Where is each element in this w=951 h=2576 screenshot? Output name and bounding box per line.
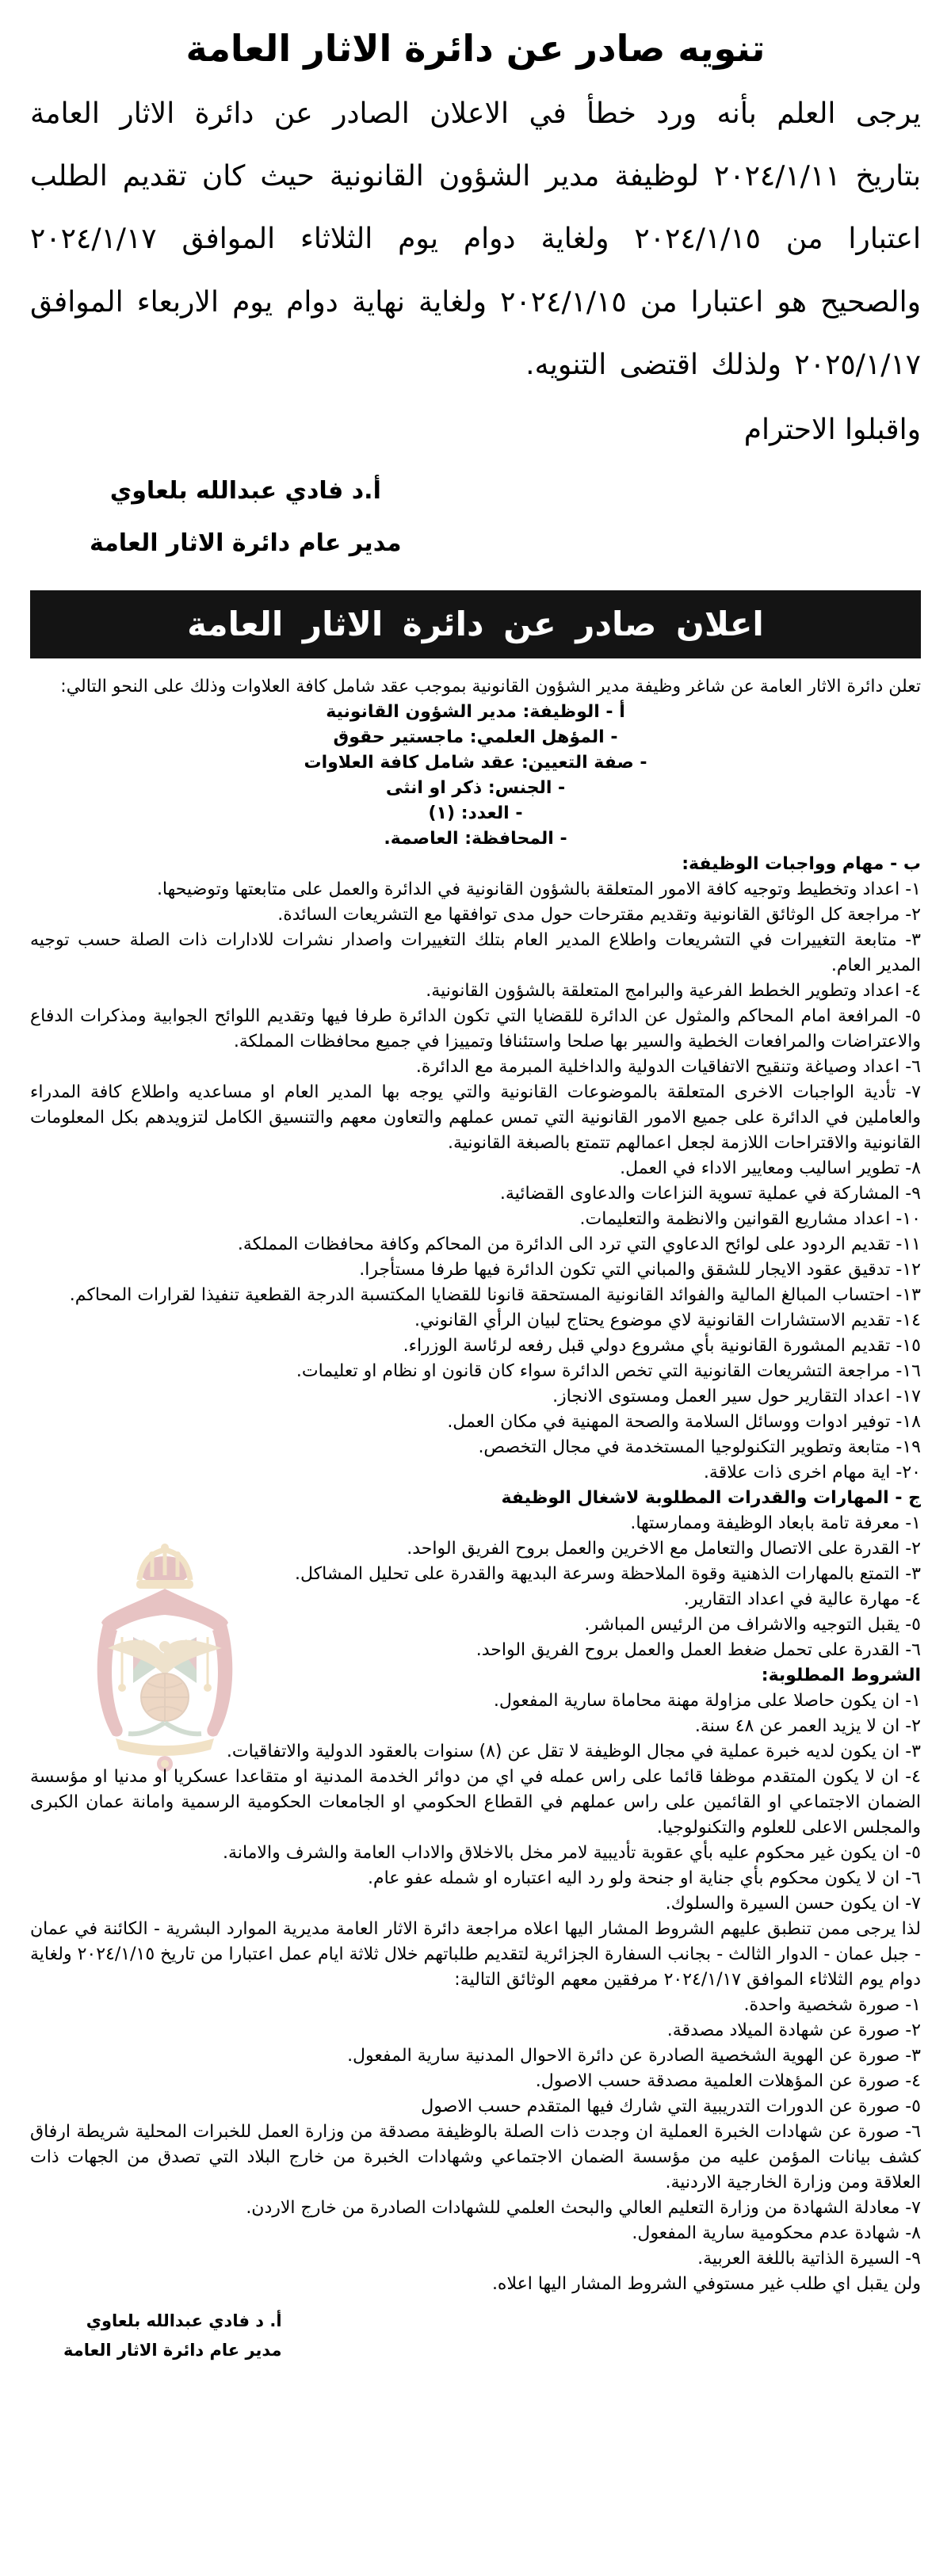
duty-item: ١٤- تقديم الاستشارات القانونية لاي موضوع يحتاج لبيان الرأي القانوني. <box>414 1310 921 1330</box>
job-summary-item: - المؤهل العلمي: ماجستير حقوق <box>333 727 618 747</box>
conditions-list <box>30 1689 921 1917</box>
condition-item: ٦- ان لا يكون محكوم بأي جناية او جنحة ولو رد اليه اعتباره او شمله عفو عام. <box>367 1868 921 1888</box>
announcement-banner: اعلان صادر عن دائرة الاثار العامة <box>30 590 921 658</box>
job-summary-item: - المحافظة: العاصمة. <box>384 828 567 849</box>
duty-item: ١٨- توفير ادوات ووسائل السلامة والصحة المهنية في مكان العمل. <box>447 1411 921 1432</box>
duty-item: ٢٠- اية مهام اخرى ذات علاقة. <box>703 1462 921 1483</box>
document-item: ١- صورة شخصية واحدة. <box>743 1994 921 2015</box>
job-summary-item: - الجنس: ذكر او انثى <box>385 777 566 798</box>
notice-signature-name: أ.د فادي عبدالله بلعاوي <box>109 476 381 505</box>
document-item: ٢- صورة عن شهادة الميلاد مصدقة. <box>666 2020 921 2040</box>
duties-heading: ب - مهام وواجبات الوظيفة: <box>682 853 921 874</box>
duty-item: ٩- المشاركة في عملية تسوية النزاعات والدعاوى القضائية. <box>499 1183 921 1204</box>
announcement-intro: تعلن دائرة الاثار العامة عن شاغر وظيفة مدير الشؤون القانونية بموجب عقد شامل كافة العلاوات وذلك على النحو التالي: <box>60 676 921 696</box>
document-item: ٨- شهادة عدم محكومية سارية المفعول. <box>632 2223 921 2243</box>
notice-title: تنويه صادر عن دائرة الاثار العامة <box>185 27 766 70</box>
duty-item: ٦- اعداد وصياغة وتنقيح الاتفاقيات الدولية والداخلية المبرمة مع الدائرة. <box>415 1056 921 1077</box>
duty-item: ٨- تطوير اساليب ومعايير الاداء في العمل. <box>620 1158 921 1178</box>
announcement-signature-title: مدير عام دائرة الاثار العامة <box>63 2340 282 2360</box>
skill-item: ٥- يقبل التوجيه والاشراف من الرئيس المباشر. <box>584 1614 921 1635</box>
job-summary-item: - العدد: (١) <box>428 803 523 823</box>
duty-item: ١٣- احتساب المبالغ المالية والفوائد القانونية المستحقة قانونا للقضايا المكتسبة الدرجة القطعية تنفيذا لقرارات المحاكم. <box>69 1284 921 1305</box>
documents-list <box>30 1993 921 2272</box>
duty-item: ٣- متابعة التغييرات في التشريعات واطلاع المدير العام بتلك التغييرات واصدار نشرات للادارات ذات الصلة حسب توجيه المدير العام. <box>30 929 921 975</box>
duty-item: ١١- تقديم الردود على لوائح الدعاوي التي ترد الى الدائرة من المحاكم وكافة محافظات المملكة. <box>237 1234 921 1254</box>
duties-list <box>30 877 921 1486</box>
notice-signature-block <box>90 465 402 570</box>
skill-item: ٢- القدرة على الاتصال والتعامل مع الاخرين والعمل بروح الفريق الواحد. <box>407 1538 921 1559</box>
duty-item: ٧- تأدية الواجبات الاخرى المتعلقة بالموضوعات القانونية والتي يوجه بها المدير العام او مساعديه واطلاع كافة المدراء والعاملين في الدائرة على جميع الامور القانونية التي تمس عملهم والتعاون معهم والتنسيق الكامل لتزويدهم بكل المعلومات القانونية والاقتراحات اللازمة لجعل اعمالهم تتمتع بالصبغة القانونية. <box>30 1082 921 1153</box>
document-item: ٣- صورة عن الهوية الشخصية الصادرة عن دائرة الاحوال المدنية سارية المفعول. <box>347 2045 921 2066</box>
duty-item: ١- اعداد وتخطيط وتوجيه كافة الامور المتعلقة بالشؤون القانونية في الدائرة والعمل على متابعتها وتوضيحها. <box>156 879 921 899</box>
condition-item: ٤- ان لا يكون المتقدم موظفا قائما على راس عمله في اي من دوائر الخدمة المدنية او متقاعدا عسكريا او مدنيا او مؤسسة الضمان الاجتماعي او القائمين على راس عملهم في القطاع الحكومي او الجامعات الحكومية الرسمية وامانة عمان الكبرى والمجلس الاعلى للعلوم والتكنولوجيا. <box>30 1766 921 1838</box>
announcement-signature-block <box>63 2307 282 2365</box>
duty-item: ١٦- مراجعة التشريعات القانونية التي تخص الدائرة سواء كان قانون او نظام او تعليمات. <box>296 1361 921 1381</box>
duty-item: ١٠- اعداد مشاريع القوانين والانظمة والتعليمات. <box>579 1208 921 1229</box>
document-item: ٦- صورة عن شهادات الخبرة العملية ان وجدت ذات الصلة بالوظيفة مصدقة من وزارة العمل للخبرات المحلية شريطة ارفاق كشف بيانات المؤمن عليه من مؤسسة الضمان الاجتماعي وشهادات الخبرة من خارج البلاد التي تصدق من الجهات ذات العلاقة ومن وزارة الخارجية الاردنية. <box>30 2121 921 2192</box>
skill-item: ٦- القدرة على تحمل ضغط العمل والعمل بروح الفريق الواحد. <box>476 1639 921 1660</box>
announcement-signature-name: أ. د فادي عبدالله بلعاوي <box>86 2311 282 2330</box>
job-summary-item: أ - الوظيفة: مدير الشؤون القانونية <box>326 701 625 722</box>
condition-item: ١- ان يكون حاصلا على مزاولة مهنة محاماة سارية المفعول. <box>493 1690 921 1711</box>
condition-item: ٢- ان لا يزيد العمر عن ٤٨ سنة. <box>694 1715 921 1736</box>
skill-item: ٤- مهارة عالية في اعداد التقارير. <box>683 1589 921 1609</box>
duty-item: ٤- اعداد وتطوير الخطط الفرعية والبرامج المتعلقة بالشؤون القانونية. <box>426 980 921 1001</box>
document-item: ٧- معادلة الشهادة من وزارة التعليم العالي والبحث العلمي للشهادات الصادرة من خارج الاردن. <box>246 2197 921 2218</box>
document-item: ٩- السيرة الذاتية باللغة العربية. <box>697 2248 921 2269</box>
duty-item: ١٧- اعداد التقارير حول سير العمل ومستوى الانجاز. <box>552 1386 921 1406</box>
duty-item: ١٢- تدقيق عقود الايجار للشقق والمباني التي تكون الدائرة فيها طرفا مستأجرا. <box>359 1259 921 1280</box>
duty-item: ١٥- تقديم المشورة القانونية بأي مشروع دولي قبل رفعه لرئاسة الوزراء. <box>403 1335 921 1356</box>
condition-item: ٥- ان يكون غير محكوم عليه بأي عقوبة تأديبية لامر مخل بالاخلاق والاداب العامة والشرف والامانة. <box>223 1842 921 1863</box>
skill-item: ١- معرفة تامة بابعاد الوظيفة وممارستها. <box>630 1513 921 1533</box>
notice-signature-title: مدير عام دائرة الاثار العامة <box>90 529 402 557</box>
condition-item: ٣- ان يكون لديه خبرة عملية في مجال الوظيفة لا تقل عن (٨) سنوات بالعقود الدولية والاتفاقيات. <box>226 1741 921 1761</box>
skills-heading: ج - المهارات والقدرات المطلوبة لاشغال الوظيفة <box>501 1487 921 1508</box>
condition-item: ٧- ان يكون حسن السيرة والسلوك. <box>665 1893 921 1914</box>
document-item: ٥- صورة عن الدورات التدريبية التي شارك فيها المتقدم حسب الاصول <box>421 2096 921 2116</box>
notice-closing: واقبلوا الاحترام <box>743 413 921 446</box>
duty-item: ١٩- متابعة وتطوير التكنولوجيا المستخدمة في مجال التخصص. <box>478 1437 921 1457</box>
skill-item: ٣- التمتع بالمهارات الذهنية وقوة الملاحظة وسرعة البديهة والقدرة على تحليل المشاكل. <box>294 1563 921 1584</box>
document-item: ٤- صورة عن المؤهلات العلمية مصدقة حسب الاصول. <box>535 2070 921 2091</box>
final-note: ولن يقبل اي طلب غير مستوفي الشروط المشار اليها اعلاه. <box>491 2273 921 2294</box>
duty-item: ٥- المرافعة امام المحاكم والمثول عن الدائرة للقضايا التي تكون الدائرة طرفا فيها وتقديم اللوائح الجوابية ومذكرات الدفاع والاعتراضات والمرافعات الخطية والسير بها صلحا واستئنافا وتمييزا في جميع محافظات المملكة. <box>30 1006 921 1051</box>
apply-paragraph: لذا يرجى ممن تنطبق عليهم الشروط المشار اليها اعلاه مراجعة دائرة الاثار العامة مديرية الموارد البشرية - الكائنة في عمان - جبل عمان - الدوار الثالث - بجانب السفارة الجزائرية لتقديم طلباتهم خلال ثلاثة ايام عمل اعتبارا من تاريخ ٢٠٢٤/١/١٥ ولغاية دوام يوم الثلاثاء الموافق ٢٠٢٤/١/١٧ مرفقين معهم الوثائق التالية: <box>30 1918 921 1990</box>
notice-body: يرجى العلم بأنه ورد خطأ في الاعلان الصادر عن دائرة الاثار العامة بتاريخ ٢٠٢٤/١/١١ لوظيفة مدير الشؤون القانونية حيث كان تقديم الطلب اعتبارا من ٢٠٢٤/١/١٥ ولغاية دوام يوم الثلاثاء الموافق ٢٠٢٤/١/١٧ والصحيح هو اعتبارا من ٢٠٢٤/١/١٥ ولغاية نهاية دوام يوم الاربعاء الموافق ٢٠٢٥/١/١٧ ولذلك اقتضى التنويه. <box>30 97 922 381</box>
duty-item: ٢- مراجعة كل الوثائق القانونية وتقديم مقترحات حول مدى توافقها مع التشريعات السائدة. <box>277 904 921 925</box>
conditions-heading: الشروط المطلوبة: <box>761 1665 921 1685</box>
announcement-body <box>30 674 921 2297</box>
job-summary-item: - صفة التعيين: عقد شامل كافة العلاوات <box>304 752 647 773</box>
job-summary-list <box>30 700 921 852</box>
skills-list <box>30 1511 921 1663</box>
